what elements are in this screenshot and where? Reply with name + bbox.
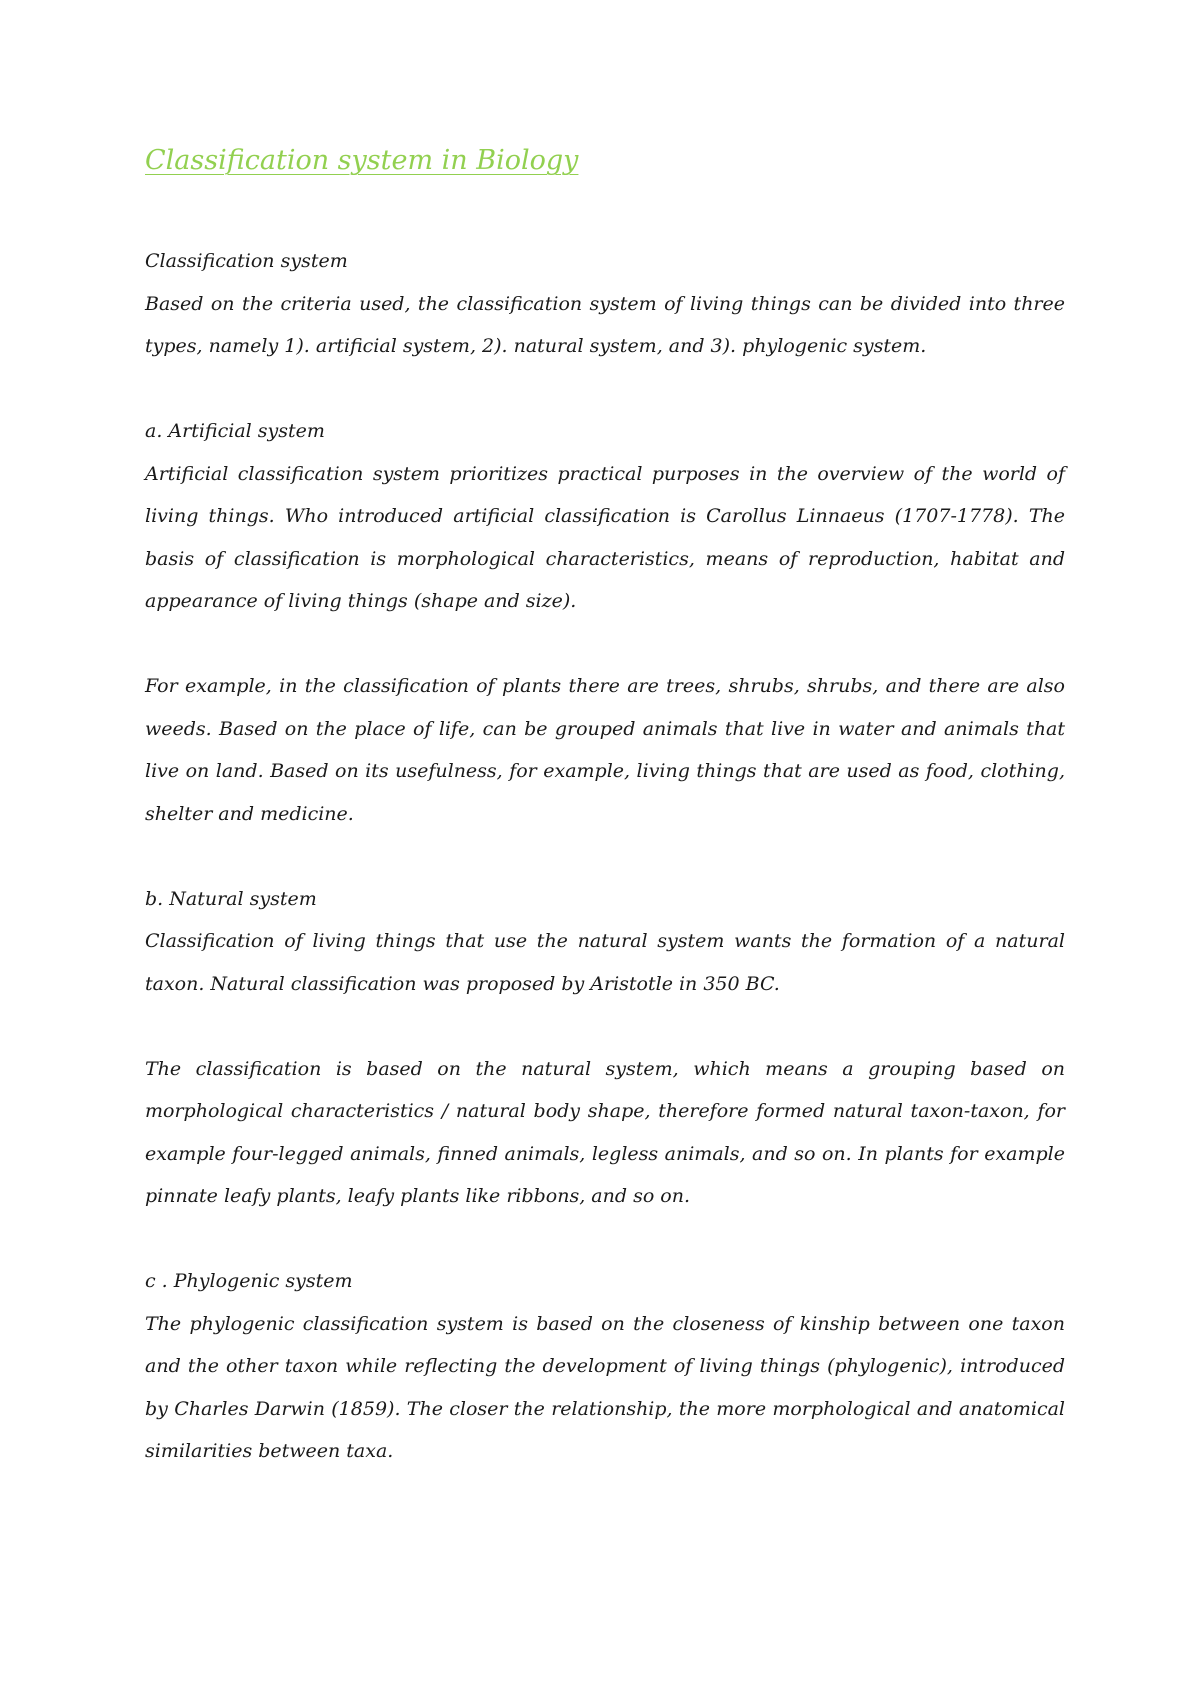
section-paragraph: Based on the criteria used, the classification system of living things can be divided into three types, namely 1). artificial system, 2). natural system, and 3). phylogenic system. <box>145 292 1065 357</box>
section-paragraph: Artificial classification system prioritizes practical purposes in the overview of the world of living things. Who introduced artificial classification is Carollus Linnaeus (1707-1778). The basis of classification is morphological characteristics, means of reproduction, habitat and appearance of living things (shape and size). <box>145 462 1065 612</box>
section-paragraph: The classification is based on the natural system, which means a grouping based on morphological characteristics / natural body shape, therefore formed natural taxon-taxon, for example four-legged animals, finned animals, legless animals, and so on. In plants for example pinnate leafy plants, leafy plants like ribbons, and so on. <box>145 1057 1065 1207</box>
section-paragraph: The phylogenic classification system is based on the closeness of kinship between one taxon and the other taxon while reflecting the development of living things (phylogenic), introduced by Charles Darwin (1859). The closer the relationship, the more morphological and anatomical similarities between taxa. <box>145 1312 1065 1462</box>
section-heading: b. Natural system <box>145 887 317 910</box>
section-heading: Classification system <box>145 250 348 272</box>
section-artificial-system <box>145 410 1065 623</box>
section-artificial-example <box>145 665 1065 835</box>
section-classification-system <box>145 240 1065 368</box>
section-natural-detail <box>145 1048 1065 1218</box>
document-body <box>145 240 1065 1515</box>
document-title: Classification system in Biology <box>145 145 579 176</box>
section-paragraph: Classification of living things that use the natural system wants the formation of a natural taxon. Natural classification was proposed by Aristotle in 350 BC. <box>145 930 1065 995</box>
section-heading: a. Artificial system <box>145 420 325 442</box>
section-paragraph: For example, in the classification of plants there are trees, shrubs, shrubs, and there are also weeds. Based on the place of life, can be grouped animals that live in water and animals that live on land. Based on its usefulness, for example, living things that are used as food, clothing, shelter and medicine. <box>145 675 1065 825</box>
section-heading: c . Phylogenic system <box>145 1270 353 1292</box>
section-natural-system <box>145 878 1065 1006</box>
section-phylogenic-system <box>145 1260 1065 1473</box>
